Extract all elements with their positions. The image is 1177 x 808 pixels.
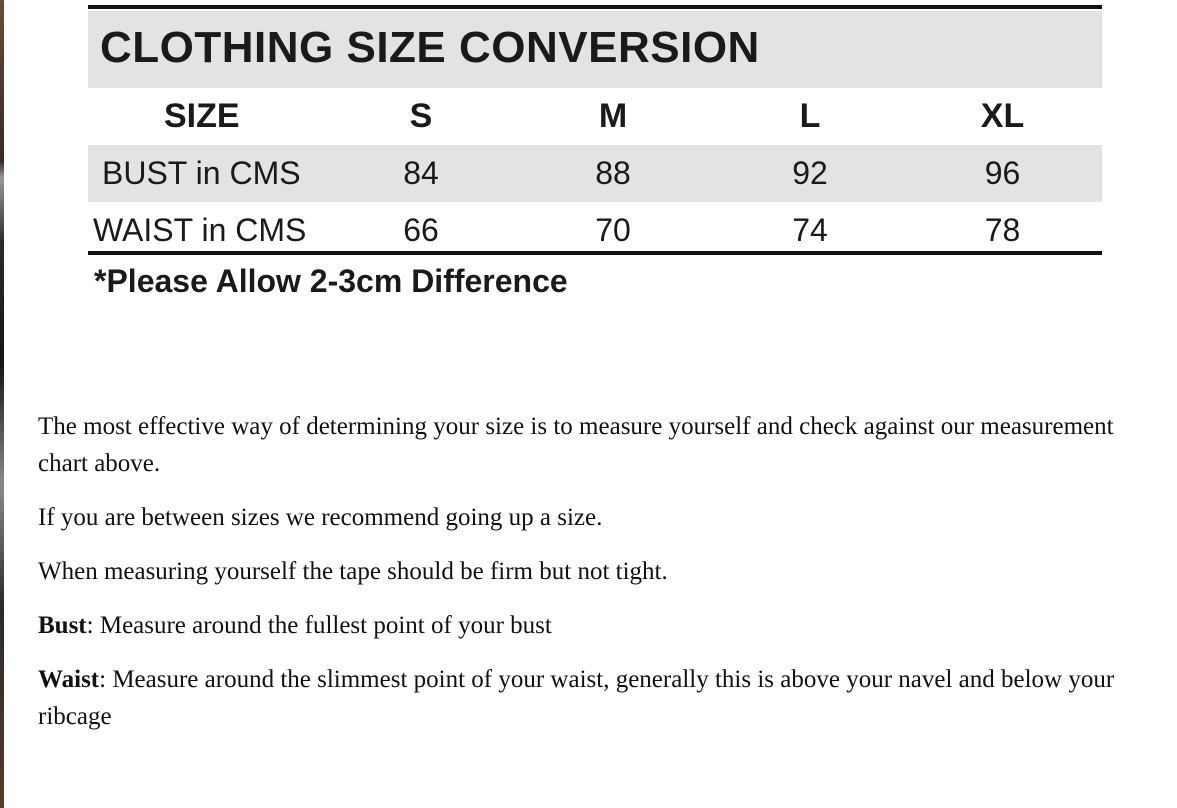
guide-intro: The most effective way of determining your size is to measure yourself and check against our measurement chart above. [38,413,1114,477]
waist-value-xl: 78 [984,212,1021,248]
waist-value-l: 74 [792,212,828,248]
size-header-m: M [598,97,628,135]
waist-value-m: 70 [595,212,631,248]
measurement-guide [38,408,1118,752]
waist-row-label: WAIST in CMS [93,212,307,248]
title-band [88,11,1102,88]
size-chart [88,5,1102,315]
bust-value-s: 84 [333,145,509,202]
size-header-s: S [409,97,433,135]
size-header-label: SIZE [164,97,240,135]
bottom-rule [88,251,1102,255]
size-table [88,88,1102,259]
top-rule [88,5,1102,9]
guide-bust-term: Bust [38,612,87,639]
guide-bust [38,607,1118,644]
bust-value-l: 92 [717,145,903,202]
guide-waist-term: Waist [38,666,100,693]
bust-value-xl: 96 [903,145,1102,202]
left-edge-border [0,0,4,808]
size-header-row [88,88,1102,145]
guide-waist-text: : Measure around the slimmest point of your waist, generally this is above your navel and below your ribcage [38,666,1115,730]
waist-value-s: 66 [403,212,439,248]
chart-title: CLOTHING SIZE CONVERSION [100,23,760,72]
chart-note: *Please Allow 2-3cm Difference [94,263,568,299]
bust-row-label: BUST in CMS [88,145,333,202]
guide-bust-text: : Measure around the fullest point of your bust [86,612,552,639]
bust-value-m: 88 [509,145,717,202]
guide-between-sizes: If you are between sizes we recommend going up a size. [38,504,603,531]
bust-row [88,145,1102,202]
guide-tape-tip: When measuring yourself the tape should be firm but not tight. [38,558,668,585]
guide-waist [38,661,1118,735]
size-header-xl: XL [980,97,1025,135]
size-header-l: L [799,97,821,135]
